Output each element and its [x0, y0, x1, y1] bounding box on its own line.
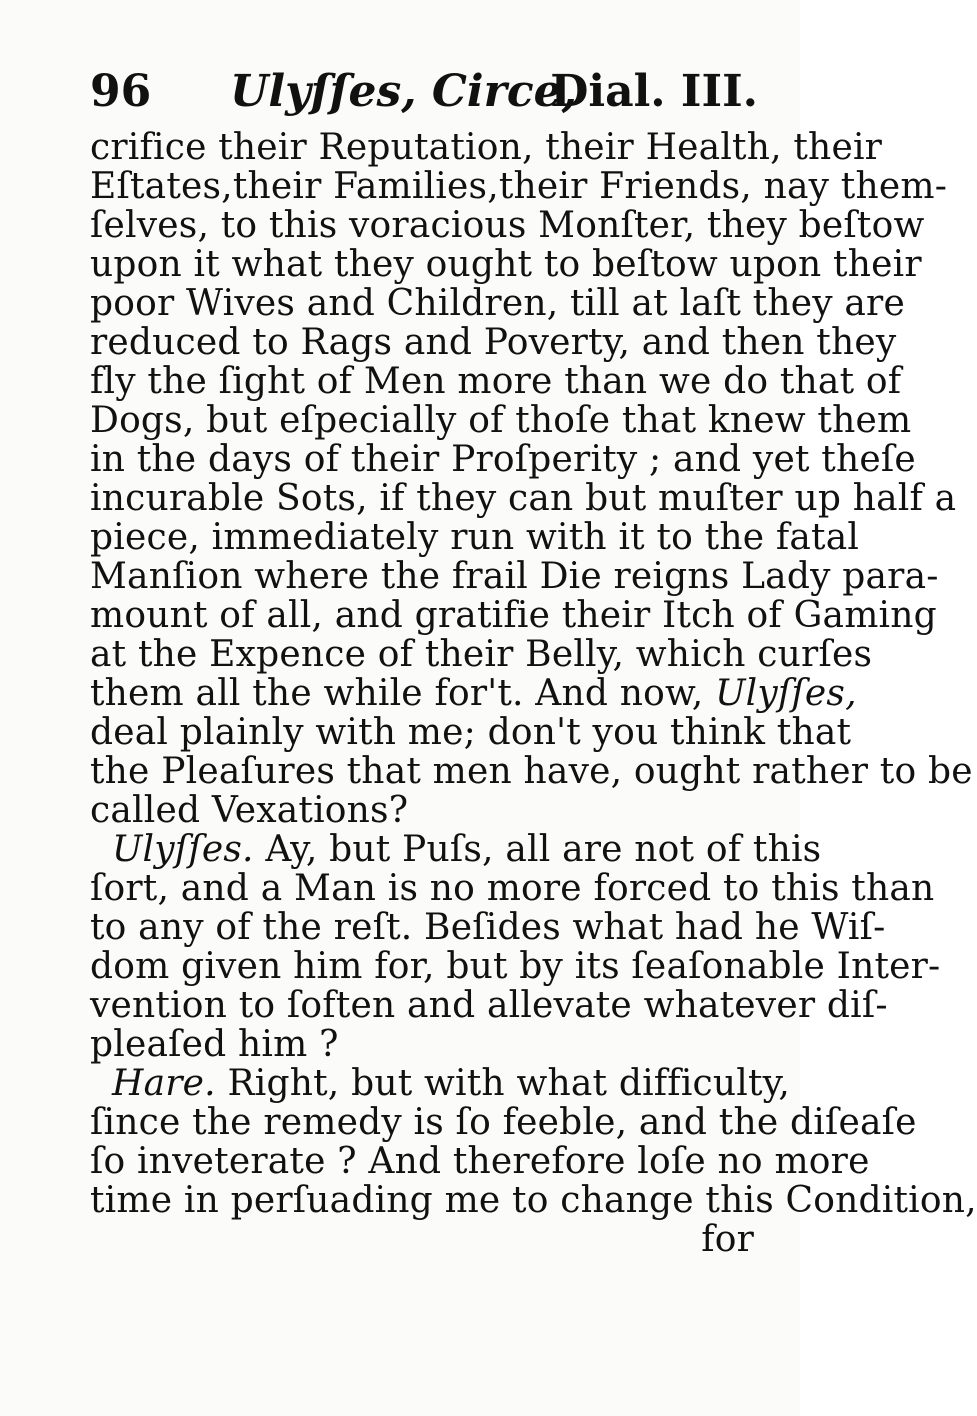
text-line: Dogs, but eſpecially of thoſe that knew them	[90, 400, 912, 441]
text-line: time in perſuading me to change this Condition,	[90, 1180, 977, 1221]
text-line	[90, 673, 857, 714]
text-line: piece, immediately run with it to the fatal	[90, 517, 860, 558]
speech-text: Ay, but Puſs, all are not of this	[265, 829, 822, 870]
body-text	[90, 127, 977, 1260]
text-line: poor Wives and Children, till at laſt they are	[90, 283, 905, 324]
page-number: 96	[90, 66, 152, 117]
text-line: pleaſed him ?	[90, 1024, 339, 1065]
text-line: in the days of their Proſperity ; and yet theſe	[90, 439, 916, 480]
text-line: dom given him for, but by its ſeaſonable Inter-	[90, 946, 941, 987]
text-line: called Vexations?	[90, 790, 409, 831]
speaker-name: Ulyſſes.	[112, 829, 254, 870]
text-line: ſelves, to this voracious Monſter, they beſtow	[90, 205, 925, 246]
text-line: reduced to Rags and Poverty, and then they	[90, 322, 897, 363]
dialogue-number: Dial. III.	[550, 66, 758, 117]
text-line: at the Expence of their Belly, which curſes	[90, 634, 873, 675]
speech-line	[90, 829, 822, 870]
text-line: ſince the remedy is ſo feeble, and the diſeaſe	[90, 1102, 917, 1143]
text-line: the Pleaſures that men have, ought rather to be	[90, 751, 973, 792]
addressee-name: Ulyſſes,	[715, 673, 857, 714]
text-line: to any of the reſt. Beſides what had he Wiſ-	[90, 907, 886, 948]
speech-text: Right, but with what difficulty,	[227, 1063, 791, 1104]
text-line: crifice their Reputation, their Health, their	[90, 127, 883, 168]
text-line: deal plainly with me; don't you think that	[90, 712, 852, 753]
text-line: vention to ſoften and allevate whatever diſ-	[90, 985, 888, 1026]
speech-line	[90, 1064, 790, 1103]
text-line: mount of all, and gratifie their Itch of Gaming	[90, 595, 937, 636]
text-line: Eſtates,their Families,their Friends, nay them-	[90, 166, 948, 207]
text-line: incurable Sots, if they can but muſter up half a	[90, 478, 957, 519]
text-line: ſo inveterate ? And therefore loſe no more	[90, 1141, 870, 1182]
text-line: upon it what they ought to beſtow upon their	[90, 244, 922, 285]
text-fragment: them all the while for't. And now,	[90, 673, 704, 714]
catchword: for	[701, 1219, 754, 1260]
text-line: fly the ſight of Men more than we do that of	[90, 361, 902, 402]
speaker-name: Hare.	[112, 1063, 216, 1104]
text-line: ſort, and a Man is no more forced to this than	[90, 868, 935, 909]
running-head	[90, 62, 758, 122]
running-title: Ulyſſes, Circe,	[230, 66, 577, 117]
text-line: Manſion where the frail Die reigns Lady para-	[90, 556, 939, 597]
